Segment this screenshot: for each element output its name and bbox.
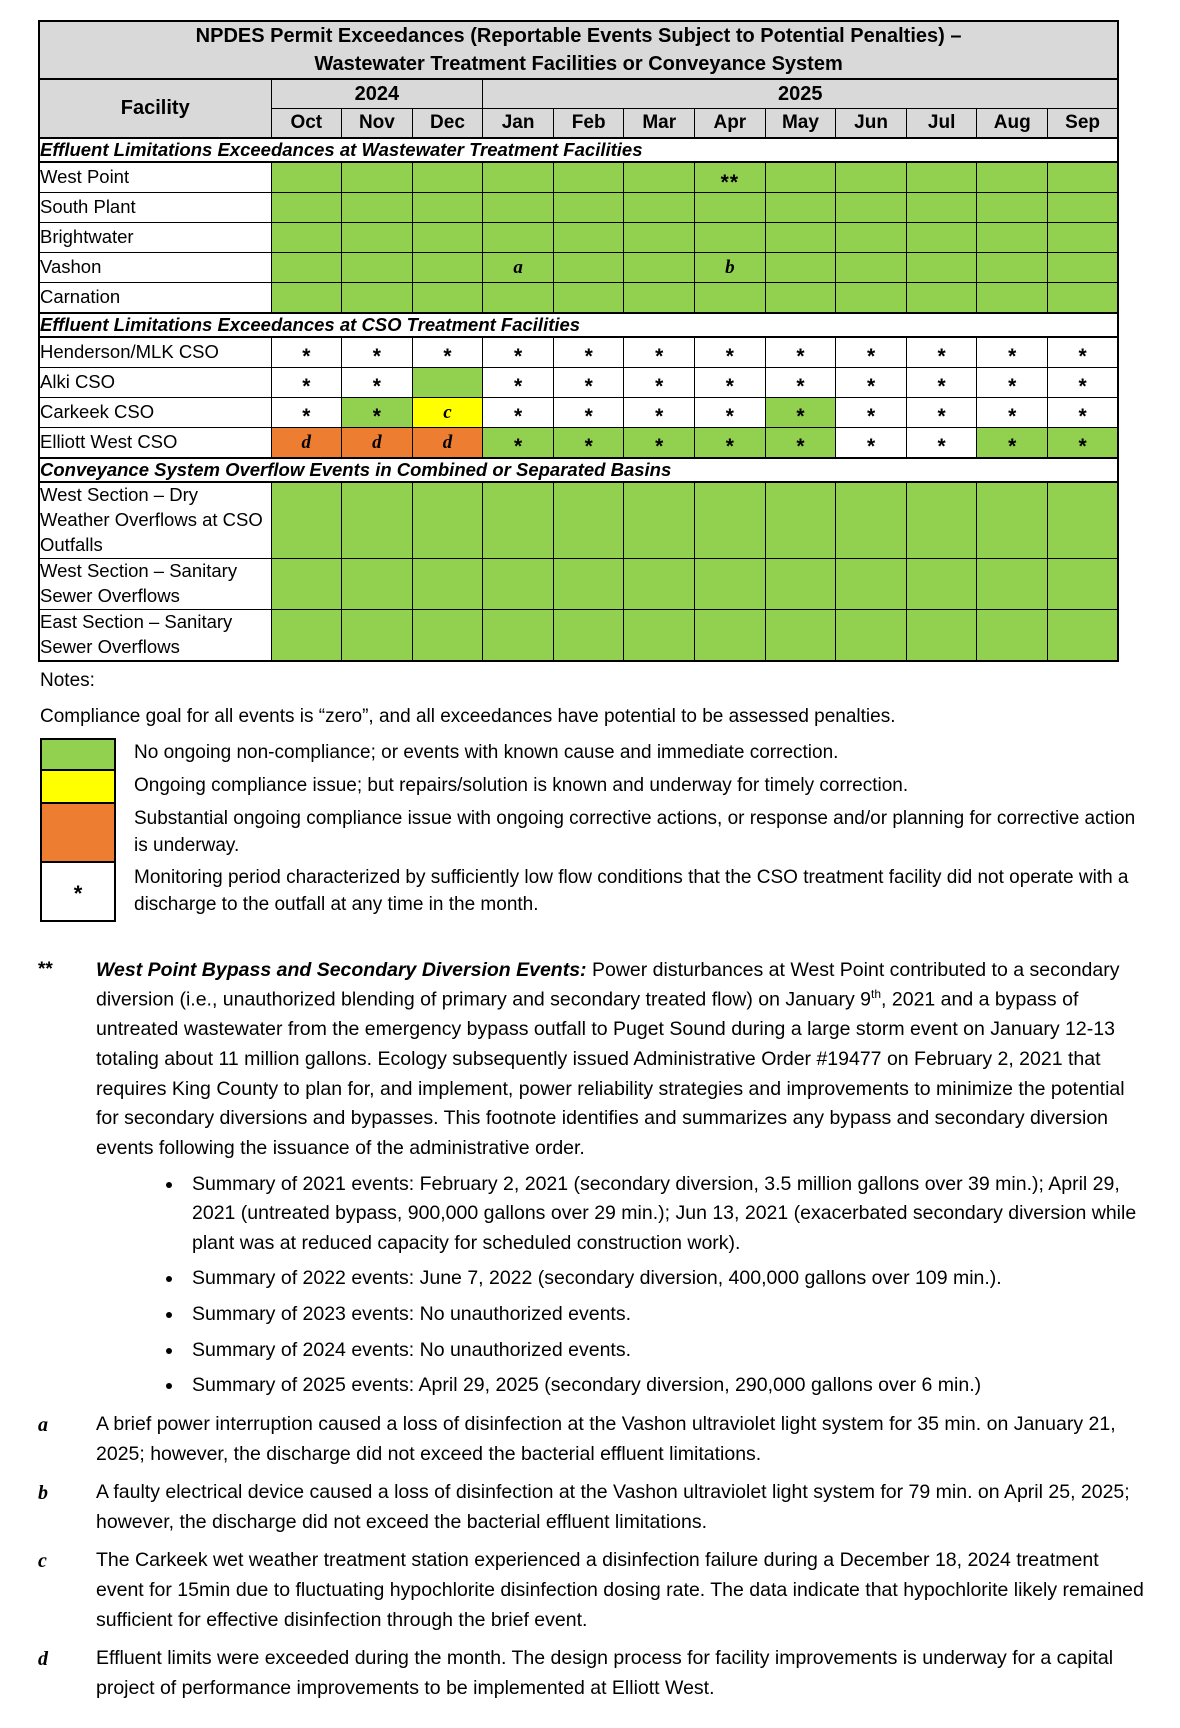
month-cell-aug — [977, 337, 1048, 368]
month-cell-jan — [483, 398, 554, 428]
cell-mark: * — [513, 434, 523, 458]
footnote — [38, 1478, 1146, 1537]
month-cell-may — [765, 337, 836, 368]
month-cell-may — [765, 482, 836, 558]
footnote-text: A brief power interruption caused a loss of disinfection at the Vashon ultraviolet light system for 35 min. on January 21, 2025; however, the discharge did not exceed the bacterial effluent limitations. — [96, 1412, 1116, 1465]
month-cell-oct — [271, 193, 342, 223]
table-row — [39, 337, 1118, 368]
legend-text: Substantial ongoing compliance issue with ongoing corrective actions, or response and/or planning for corrective action is underway. — [134, 807, 1136, 856]
month-cell-sep — [1048, 223, 1119, 253]
month-cell-mar — [624, 162, 695, 193]
cell-mark: a — [513, 256, 523, 278]
cell-mark: * — [584, 434, 593, 458]
compliance-goal-text: Compliance goal for all events is “zero”, and all exceedances have potential to be assessed penalties. — [40, 705, 896, 727]
cell-mark: * — [1078, 344, 1087, 368]
month-cell-mar — [624, 283, 695, 314]
table-year-row — [39, 79, 1118, 109]
month-cell-may — [765, 368, 836, 398]
month-cell-aug — [977, 283, 1048, 314]
month-cell-oct — [271, 609, 342, 660]
month-cell-jul — [906, 253, 977, 283]
month-cell-jan — [483, 368, 554, 398]
section-header: Effluent Limitations Exceedances at Wastewater Treatment Facilities — [39, 138, 1118, 162]
year-header-2025: 2025 — [483, 79, 1118, 109]
month-cell-jul — [906, 558, 977, 609]
footnote-bullet-item: • Summary of 2024 events: No unauthorized events. — [184, 1336, 1146, 1366]
month-cell-jul — [906, 223, 977, 253]
month-cell-apr — [695, 193, 766, 223]
month-cell-may — [765, 223, 836, 253]
month-cell-may — [765, 193, 836, 223]
footnote — [38, 1644, 1146, 1703]
cell-mark: * — [725, 434, 734, 458]
footnote-bullet-item: • Summary of 2021 events: February 2, 2021 (secondary diversion, 3.5 million gallons over 39 min.); April 29, 2021 (untreated bypass, 900,000 gallons over 29 min.); Jun 13, 2021 (exacerbated secondary diversion while plant was at reduced capacity for scheduled construction work). — [184, 1170, 1146, 1259]
asterisk-symbol: * — [73, 881, 83, 907]
month-cell-mar — [624, 558, 695, 609]
month-cell-aug — [977, 223, 1048, 253]
month-cell-nov — [342, 223, 413, 253]
month-cell-aug — [977, 368, 1048, 398]
month-cell-feb — [553, 398, 624, 428]
cell-mark: * — [655, 404, 664, 428]
cell-mark: * — [302, 404, 311, 428]
cell-mark: * — [866, 434, 876, 458]
footnote-marker: b — [38, 1482, 48, 1505]
month-cell-nov — [342, 482, 413, 558]
facility-cell: West Point — [39, 162, 271, 193]
month-cell-dec — [412, 368, 483, 398]
footnote-bullet-item: • Summary of 2023 events: No unauthorized events. — [184, 1300, 1146, 1330]
month-cell-may — [765, 398, 836, 428]
month-cell-dec — [412, 428, 483, 459]
month-cell-may — [765, 558, 836, 609]
month-cell-dec — [412, 558, 483, 609]
table-row — [39, 609, 1118, 660]
month-cell-nov — [342, 162, 413, 193]
footnote-marker: d — [38, 1648, 48, 1671]
legend — [40, 738, 1146, 922]
month-cell-oct — [271, 253, 342, 283]
cell-mark: d — [372, 431, 382, 453]
month-cell-mar — [624, 428, 695, 459]
cell-mark: * — [655, 434, 664, 458]
month-cell-jan — [483, 558, 554, 609]
month-cell-apr — [695, 609, 766, 660]
month-cell-mar — [624, 337, 695, 368]
month-cell-apr — [695, 223, 766, 253]
facility-cell: Vashon — [39, 253, 271, 283]
month-cell-sep — [1048, 428, 1119, 459]
legend-swatch-yellow — [40, 769, 116, 804]
cell-mark: * — [796, 434, 805, 458]
month-cell-apr — [695, 283, 766, 314]
month-cell-feb — [553, 337, 624, 368]
month-cell-aug — [977, 609, 1048, 660]
cell-mark: * — [372, 404, 381, 428]
table-row — [39, 253, 1118, 283]
month-cell-jul — [906, 428, 977, 459]
month-header-may: May — [765, 109, 836, 139]
month-cell-mar — [624, 609, 695, 660]
footnote-marker: a — [38, 1413, 48, 1436]
legend-swatch-orange — [40, 802, 116, 863]
month-cell-jan — [483, 482, 554, 558]
month-cell-dec — [412, 162, 483, 193]
table-title-row — [39, 21, 1118, 79]
month-header-jan: Jan — [483, 109, 554, 139]
footnote — [38, 1546, 1146, 1635]
cell-mark: * — [725, 404, 734, 428]
facility-cell: West Section – Dry Weather Overflows at CSO Outfalls — [39, 482, 271, 558]
month-cell-sep — [1048, 162, 1119, 193]
month-cell-apr — [695, 253, 766, 283]
month-cell-nov — [342, 193, 413, 223]
month-cell-jul — [906, 368, 977, 398]
month-header-apr: Apr — [695, 109, 766, 139]
section-header: Conveyance System Overflow Events in Combined or Separated Basins — [39, 458, 1118, 482]
month-cell-aug — [977, 558, 1048, 609]
month-cell-jan — [483, 223, 554, 253]
month-cell-jul — [906, 337, 977, 368]
month-cell-jun — [836, 428, 907, 459]
cell-mark: * — [1008, 434, 1017, 458]
footnote-text: The Carkeek wet weather treatment station experienced a disinfection failure during a December 18, 2024 treatment event for 15min due to fluctuating hypochlorite disinfection dosing rate. The data indicate that hypochlorite likely remained sufficient for effective disinfection through the brief event. — [96, 1549, 1144, 1631]
cell-mark: * — [937, 404, 946, 428]
table-row — [39, 368, 1118, 398]
month-cell-jun — [836, 253, 907, 283]
month-cell-sep — [1048, 253, 1119, 283]
cell-mark: * — [796, 344, 805, 368]
month-cell-oct — [271, 223, 342, 253]
month-cell-mar — [624, 398, 695, 428]
month-cell-feb — [553, 558, 624, 609]
month-cell-jan — [483, 162, 554, 193]
month-cell-nov — [342, 283, 413, 314]
section-header-row — [39, 313, 1118, 337]
footnote-bullet-list — [96, 1170, 1146, 1401]
month-cell-nov — [342, 368, 413, 398]
month-cell-mar — [624, 193, 695, 223]
month-cell-feb — [553, 368, 624, 398]
footnote — [38, 956, 1146, 1401]
month-cell-feb — [553, 482, 624, 558]
footnotes — [38, 956, 1146, 1704]
cell-mark: d — [301, 431, 312, 453]
month-cell-jul — [906, 398, 977, 428]
cell-mark: * — [1008, 404, 1017, 428]
month-header-mar: Mar — [624, 109, 695, 139]
cell-mark: b — [725, 256, 735, 278]
month-header-aug: Aug — [977, 109, 1048, 139]
month-cell-sep — [1048, 482, 1119, 558]
month-cell-jun — [836, 223, 907, 253]
month-cell-mar — [624, 223, 695, 253]
table-row — [39, 162, 1118, 193]
month-header-nov: Nov — [342, 109, 413, 139]
cell-mark: ** — [720, 170, 740, 193]
month-cell-jan — [483, 253, 554, 283]
month-cell-nov — [342, 337, 413, 368]
notes-label: Notes: — [40, 669, 95, 691]
month-header-sep: Sep — [1048, 109, 1119, 139]
month-cell-feb — [553, 609, 624, 660]
table-row — [39, 283, 1118, 314]
table-row — [39, 558, 1118, 609]
month-header-oct: Oct — [271, 109, 342, 139]
month-cell-oct — [271, 368, 342, 398]
legend-row — [40, 804, 1146, 863]
month-cell-jun — [836, 337, 907, 368]
month-cell-apr — [695, 482, 766, 558]
month-header-feb: Feb — [553, 109, 624, 139]
section-header: Effluent Limitations Exceedances at CSO Treatment Facilities — [39, 313, 1118, 337]
month-cell-aug — [977, 428, 1048, 459]
table-title-line2: Wastewater Treatment Facilities or Conveyance System — [314, 53, 843, 75]
cell-mark: * — [1078, 374, 1087, 398]
month-cell-aug — [977, 162, 1048, 193]
cell-mark: * — [372, 344, 381, 368]
month-cell-nov — [342, 558, 413, 609]
month-header-jul: Jul — [906, 109, 977, 139]
month-cell-oct — [271, 558, 342, 609]
month-cell-sep — [1048, 558, 1119, 609]
month-cell-may — [765, 283, 836, 314]
footnote-text: West Point Bypass and Secondary Diversion Events: Power disturbances at West Point contributed to a secondary diversion (i.e., unauthorized blending of primary and secondary treated flow) on January 9th, 2021 and a bypass of untreated wastewater from the emergency bypass outfall to Puget Sound during a large storm event on January 12-13 totaling about 11 million gallons. Ecology subsequently issued Administrative Order #19477 on February 2, 2021 that requires King County to plan for, and implement, power reliability strategies and improvements to minimize the potential for secondary diversions and bypasses. This footnote identifies and summarizes any bypass and secondary diversion events following the issuance of the administrative order. • Summary of 2021 events: February 2, 2021 (secondary diversion, 3.5 million gallons over 39 min.); April 29, 2021 (untreated bypass, 900,000 gallons over 29 min.); Jun 13, 2021 (exacerbated secondary diversion while plant was at reduced capacity for scheduled construction work). • Summary of 2022 events: June 7, 2022 (secondary diversion, 400,000 gallons over 109 min.). • Summary of 2023 events: No unauthorized events. • Summary of 2024 events: No unauthorized events. • Summary of 2025 events: April 29, 2025 (secondary diversion, 290,000 gallons over 6 min.) — [96, 956, 1146, 1401]
month-cell-feb — [553, 223, 624, 253]
month-cell-dec — [412, 482, 483, 558]
cell-mark: * — [513, 404, 523, 428]
footnote-lead: West Point Bypass and Secondary Diversion Events: — [96, 958, 587, 981]
legend-row — [40, 738, 1146, 771]
cell-mark: * — [937, 374, 946, 398]
cell-mark: * — [513, 374, 523, 398]
month-cell-nov — [342, 398, 413, 428]
legend-row — [40, 771, 1146, 804]
footnote-bullet-item: • Summary of 2025 events: April 29, 2025 (secondary diversion, 290,000 gallons over 6 min.) — [184, 1371, 1146, 1401]
section-header-row — [39, 138, 1118, 162]
facility-cell: South Plant — [39, 193, 271, 223]
month-cell-sep — [1048, 609, 1119, 660]
facility-cell: Alki CSO — [39, 368, 271, 398]
facility-cell: Henderson/MLK CSO — [39, 337, 271, 368]
month-cell-oct — [271, 337, 342, 368]
facility-cell: West Section – Sanitary Sewer Overflows — [39, 558, 271, 609]
month-cell-nov — [342, 609, 413, 660]
month-cell-jan — [483, 193, 554, 223]
footnote-text: Effluent limits were exceeded during the month. The design process for facility improvements is underway for a capital project of performance improvements to be implemented at Elliott West. — [96, 1647, 1114, 1699]
month-cell-jun — [836, 609, 907, 660]
cell-mark: * — [866, 344, 876, 368]
month-cell-oct — [271, 283, 342, 314]
table-row — [39, 398, 1118, 428]
table-row — [39, 193, 1118, 223]
section-header-row — [39, 458, 1118, 482]
month-cell-apr — [695, 368, 766, 398]
month-cell-aug — [977, 482, 1048, 558]
cell-mark: * — [937, 344, 946, 368]
month-cell-dec — [412, 283, 483, 314]
cell-mark: c — [443, 401, 452, 423]
month-cell-dec — [412, 193, 483, 223]
cell-mark: * — [655, 344, 664, 368]
month-cell-jun — [836, 283, 907, 314]
month-cell-nov — [342, 253, 413, 283]
cell-mark: * — [584, 374, 593, 398]
cell-mark: * — [937, 434, 946, 458]
cell-mark: * — [302, 344, 311, 368]
cell-mark: * — [584, 344, 593, 368]
table-title-line1: NPDES Permit Exceedances (Reportable Events Subject to Potential Penalties) – — [195, 25, 962, 47]
month-cell-feb — [553, 253, 624, 283]
month-cell-may — [765, 428, 836, 459]
footnote-marker: ** — [38, 958, 53, 980]
legend-text: Ongoing compliance issue; but repairs/solution is known and underway for timely correction. — [134, 775, 909, 797]
facility-cell: Elliott West CSO — [39, 428, 271, 459]
cell-mark: * — [1078, 404, 1087, 428]
legend-text: Monitoring period characterized by sufficiently low flow conditions that the CSO treatment facility did not operate with a discharge to the outfall at any time in the month. — [134, 866, 1129, 915]
month-cell-feb — [553, 428, 624, 459]
month-cell-mar — [624, 368, 695, 398]
month-cell-apr — [695, 428, 766, 459]
month-cell-jul — [906, 193, 977, 223]
month-cell-jun — [836, 558, 907, 609]
cell-mark: * — [1008, 374, 1017, 398]
month-cell-jun — [836, 482, 907, 558]
cell-mark: * — [1008, 344, 1017, 368]
month-cell-may — [765, 162, 836, 193]
cell-mark: * — [796, 374, 805, 398]
month-cell-oct — [271, 162, 342, 193]
month-cell-nov — [342, 428, 413, 459]
month-cell-oct — [271, 482, 342, 558]
cell-mark: d — [442, 431, 453, 453]
month-cell-feb — [553, 283, 624, 314]
cell-mark: * — [725, 374, 734, 398]
cell-mark: * — [1078, 434, 1087, 458]
legend-swatch-green — [40, 738, 116, 771]
month-cell-dec — [412, 223, 483, 253]
footnote-text: A faulty electrical device caused a loss of disinfection at the Vashon ultraviolet light system for 79 min. on April 25, 2025; however, the discharge did not exceed the bacterial effluent limitations. — [96, 1481, 1130, 1533]
cell-mark: * — [796, 404, 805, 428]
legend-text: No ongoing non-compliance; or events with known cause and immediate correction. — [134, 742, 839, 764]
legend-row — [40, 863, 1146, 922]
month-cell-aug — [977, 253, 1048, 283]
month-cell-jan — [483, 609, 554, 660]
year-header-2024: 2024 — [271, 79, 483, 109]
table-title — [39, 21, 1118, 79]
month-cell-jun — [836, 368, 907, 398]
month-cell-apr — [695, 162, 766, 193]
month-cell-dec — [412, 609, 483, 660]
facility-column-header: Facility — [39, 79, 271, 138]
cell-mark: * — [655, 374, 664, 398]
month-cell-jun — [836, 162, 907, 193]
month-cell-sep — [1048, 283, 1119, 314]
table-row — [39, 223, 1118, 253]
month-cell-dec — [412, 398, 483, 428]
month-cell-jun — [836, 193, 907, 223]
table-row — [39, 482, 1118, 558]
month-cell-jan — [483, 428, 554, 459]
cell-mark: * — [866, 404, 876, 428]
cell-mark: * — [584, 404, 593, 428]
facility-cell: East Section – Sanitary Sewer Overflows — [39, 609, 271, 660]
month-header-dec: Dec — [412, 109, 483, 139]
month-cell-jul — [906, 482, 977, 558]
facility-cell: Carnation — [39, 283, 271, 314]
month-cell-mar — [624, 482, 695, 558]
month-cell-apr — [695, 398, 766, 428]
month-cell-jan — [483, 337, 554, 368]
month-cell-apr — [695, 337, 766, 368]
cell-mark: * — [866, 374, 876, 398]
month-cell-sep — [1048, 398, 1119, 428]
month-cell-feb — [553, 193, 624, 223]
cell-mark: * — [302, 374, 311, 398]
month-cell-sep — [1048, 368, 1119, 398]
footnote-bullet-item: • Summary of 2022 events: June 7, 2022 (secondary diversion, 400,000 gallons over 109 min.). — [184, 1264, 1146, 1294]
month-cell-dec — [412, 253, 483, 283]
cell-mark: * — [443, 344, 452, 368]
month-cell-jan — [483, 283, 554, 314]
month-cell-dec — [412, 337, 483, 368]
table-row — [39, 428, 1118, 459]
footnote-marker: c — [38, 1550, 47, 1573]
month-cell-aug — [977, 193, 1048, 223]
facility-cell: Carkeek CSO — [39, 398, 271, 428]
facility-cell: Brightwater — [39, 223, 271, 253]
month-cell-aug — [977, 398, 1048, 428]
month-cell-jul — [906, 162, 977, 193]
month-cell-mar — [624, 253, 695, 283]
exceedance-table — [38, 20, 1119, 662]
month-cell-may — [765, 253, 836, 283]
footnote — [38, 1410, 1146, 1469]
legend-swatch-asterisk — [40, 861, 116, 922]
month-cell-sep — [1048, 193, 1119, 223]
month-cell-apr — [695, 558, 766, 609]
month-cell-oct — [271, 428, 342, 459]
cell-mark: * — [513, 344, 523, 368]
cell-mark: * — [372, 374, 381, 398]
month-header-jun: Jun — [836, 109, 907, 139]
month-cell-jul — [906, 609, 977, 660]
month-cell-feb — [553, 162, 624, 193]
month-cell-sep — [1048, 337, 1119, 368]
month-cell-oct — [271, 398, 342, 428]
month-cell-jul — [906, 283, 977, 314]
month-cell-may — [765, 609, 836, 660]
month-cell-jun — [836, 398, 907, 428]
cell-mark: * — [725, 344, 734, 368]
